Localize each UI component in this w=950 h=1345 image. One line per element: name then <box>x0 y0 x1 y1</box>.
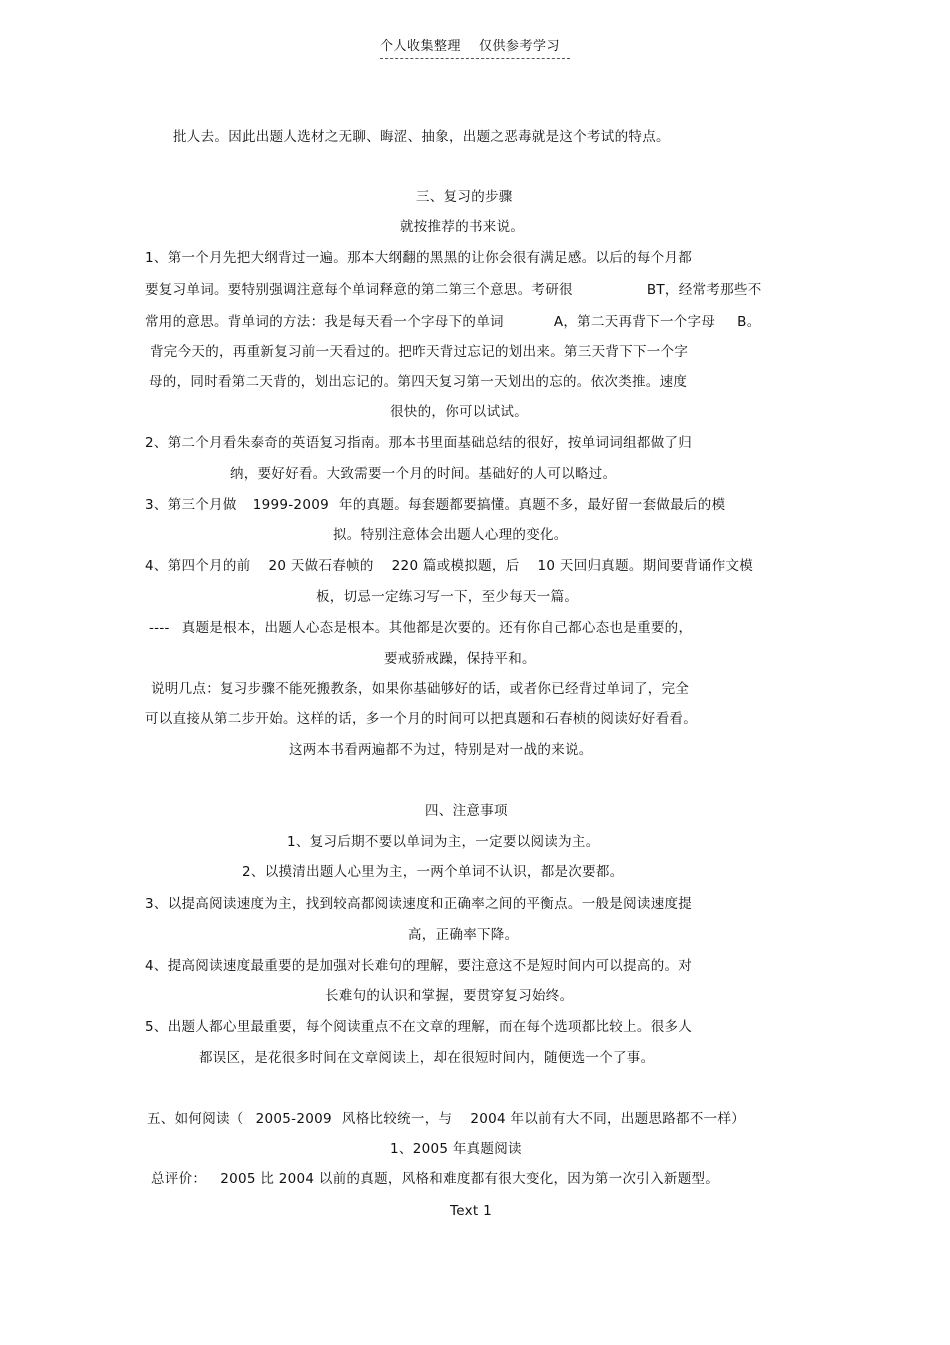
line-segment: BT，经常考那些不 <box>646 282 762 298</box>
paragraph-line: 要戒骄戒躁，保持平和。 <box>384 651 536 667</box>
line-segment: 3、第三个月做 <box>145 497 237 513</box>
line-segment: 风格比较统一，与 <box>341 1111 453 1127</box>
paragraph-line: 板，切忌一定练习写一下，至少每天一篇。 <box>316 589 579 605</box>
paragraph-line <box>151 1168 719 1190</box>
paragraph-line: 这两本书看两遍都不为过，特别是对一战的来说。 <box>289 742 593 758</box>
line-segment: 常用的意思。背单词的方法：我是每天看一个字母下的单词 <box>145 314 504 330</box>
line-segment: 220 篇或模拟题，后 <box>391 558 520 574</box>
paragraph-line: 5、出题人都心里最重要，每个阅读重点不在文章的理解，而在每个选项都比较上。很多人 <box>145 1019 693 1035</box>
paragraph-line: 2、第二个月看朱泰奇的英语复习指南。那本书里面基础总结的很好，按单词词组都做了归 <box>145 435 693 451</box>
line-segment: 10 天回归真题。期间要背诵作文模 <box>537 558 754 574</box>
paragraph-line: 1、复习后期不要以单词为主，一定要以阅读为主。 <box>287 834 600 850</box>
paragraph-line: 可以直接从第二步开始。这样的话，多一个月的时间可以把真题和石春桢的阅读好好看看。 <box>145 711 697 727</box>
line-segment: 五、如何阅读（ <box>147 1111 244 1127</box>
line-segment: A，第二天再背下一个字母 <box>553 314 716 330</box>
paragraph-line: Text 1 <box>450 1203 492 1219</box>
paragraph-line <box>145 494 725 516</box>
paragraph-line: 母的，同时看第二天背的，划出忘记的。第四天复习第一天划出的忘的。依次类推。速度 <box>149 374 688 390</box>
header-dashed-rule <box>380 58 570 59</box>
paragraph-line <box>149 617 692 639</box>
line-segment: 年的真题。每套题都要搞懂。真题不多，最好留一套做最后的模 <box>339 497 726 513</box>
paragraph-line: 就按推荐的书来说。 <box>400 219 525 235</box>
line-segment: 2005-2009 <box>255 1111 332 1127</box>
paragraph-line: 背完今天的，再重新复习前一天看过的。把昨天背过忘记的划出来。第三天背下下一个字 <box>150 344 689 360</box>
line-segment: 真题是根本，出题人心态是根本。其他都是次要的。还有你自己都心态也是重要的， <box>181 620 693 636</box>
line-segment: 1999-2009 <box>252 497 329 513</box>
paragraph-line: 都误区，是花很多时间在文章阅读上，却在很短时间内，随便选一个了事。 <box>199 1050 655 1066</box>
header-right-text: 仅供参考学习 <box>479 39 561 54</box>
paragraph-line: 批人去。因此出题人选材之无聊、晦涩、抽象，出题之恶毒就是这个考试的特点。 <box>173 129 670 145</box>
section-heading-notes: 四、注意事项 <box>425 803 508 819</box>
paragraph-line: 纳，要好好看。大致需要一个月的时间。基础好的人可以略过。 <box>230 466 617 482</box>
paragraph-line: 长难句的认识和掌握，要贯穿复习始终。 <box>325 988 574 1004</box>
line-segment: 2005 比 2004 以前的真题，风格和难度都有很大变化，因为第一次引入新题型。 <box>220 1171 720 1187</box>
paragraph-line <box>145 311 761 333</box>
section-heading-how-to-read <box>147 1108 745 1130</box>
paragraph-line: 2、以摸清出题人心里为主，一两个单词不认识，都是次要都。 <box>242 864 624 880</box>
section-heading-review-steps: 三、复习的步骤 <box>416 189 513 205</box>
paragraph-line: 4、提高阅读速度最重要的是加强对长难句的理解，要注意这不是短时间内可以提高的。对 <box>145 958 693 974</box>
paragraph-line: 高，正确率下降。 <box>408 927 519 943</box>
paragraph-line: 拟。特别注意体会出题人心理的变化。 <box>333 527 568 543</box>
line-segment: 2004 年以前有大不同，出题思路都不一样） <box>470 1111 746 1127</box>
paragraph-line: 很快的，你可以试试。 <box>390 404 528 420</box>
line-segment: 要复习单词。要特别强调注意每个单词释意的第二第三个意思。考研很 <box>145 282 573 298</box>
paragraph-line <box>145 555 753 577</box>
line-segment: 20 天做石春帧的 <box>268 558 374 574</box>
header-left-text: 个人收集整理 <box>380 39 462 54</box>
paragraph-line: 1、第一个月先把大纲背过一遍。那本大纲翻的黑黑的让你会很有满足感。以后的每个月都 <box>145 250 693 266</box>
paragraph-line: 3、以提高阅读速度为主，找到较高都阅读速度和正确率之间的平衡点。一般是阅读速度提 <box>145 896 693 912</box>
line-segment: 4、第四个月的前 <box>145 558 251 574</box>
line-segment: B。 <box>737 314 761 330</box>
page-header <box>380 36 570 58</box>
line-segment: 总评价： <box>151 1171 207 1187</box>
line-segment: ---- <box>149 620 170 636</box>
paragraph-line <box>145 279 762 301</box>
paragraph-line: 说明几点：复习步骤不能死搬教条，如果你基础够好的话，或者你已经背过单词了，完全 <box>151 681 690 697</box>
paragraph-line: 1、2005 年真题阅读 <box>390 1141 522 1157</box>
